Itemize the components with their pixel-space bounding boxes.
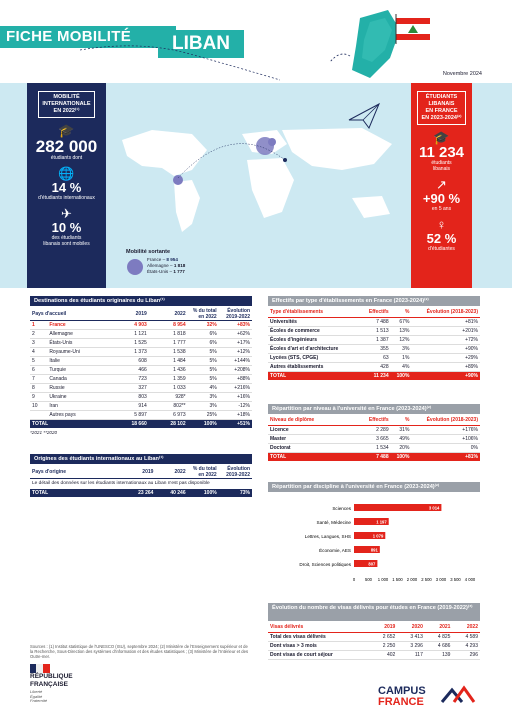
table-cell: +83% bbox=[219, 321, 252, 330]
table-cell: 4 825 bbox=[425, 632, 453, 641]
table-cell: Universités bbox=[268, 317, 361, 326]
graduation-cap-icon: 🎓 bbox=[58, 123, 75, 138]
table-row bbox=[30, 375, 252, 384]
table-cell: Ukraine bbox=[47, 393, 110, 402]
table-cell: +29% bbox=[411, 353, 480, 362]
bar-value-label: 891 bbox=[370, 547, 378, 553]
table-cell: Iran bbox=[47, 402, 110, 411]
table-cell: 2 652 bbox=[370, 632, 398, 641]
table-cell: 1 436 bbox=[149, 366, 188, 375]
table-row bbox=[268, 362, 480, 371]
table-cell: 25% bbox=[188, 411, 219, 420]
establishments-table: Type d'établissements Effectifs % Évolution (2018-2023) Universités 7 488 67% +81% Écoles de commerce 1 513 13% +201% Écoles d'ingénieurs 1 387 12% +72% Écoles d'art et d'architecture 355 3% +90% Lycées (STS, CPGE) 63 1% +29% Autres établissements 428 4% +89% TOTAL 11 234 100% +90% bbox=[270, 309, 478, 379]
table-cell: 803 bbox=[110, 393, 149, 402]
table-cell: 1 538 bbox=[149, 348, 188, 357]
discipline-title: Répartition par discipline à l'université en France (2023-2024)⁽²⁾ bbox=[268, 482, 480, 492]
table-cell: 4 bbox=[30, 348, 47, 357]
table-row bbox=[268, 326, 480, 335]
table-cell: 1 525 bbox=[110, 339, 149, 348]
table-cell: 13% bbox=[391, 326, 412, 335]
table-cell: 3% bbox=[391, 344, 412, 353]
table-cell: 914 bbox=[110, 402, 149, 411]
table-row bbox=[268, 344, 480, 353]
table-cell: 3 bbox=[30, 339, 47, 348]
france-badge: ÉTUDIANTS LIBANAIS EN FRANCE EN 2023-2024⁽²⁾ bbox=[417, 91, 465, 125]
category-label: Santé, Médecine bbox=[316, 520, 351, 525]
table-total-row: TOTAL 18 660 28 102 100% +51% bbox=[32, 421, 250, 427]
discipline-section bbox=[268, 482, 480, 492]
republique-francaise-logo: RÉPUBLIQUE FRANÇAISE Liberté Égalité Fraternité bbox=[30, 673, 73, 704]
table-cell: 1 bbox=[30, 321, 47, 330]
table-cell: 1 484 bbox=[149, 357, 188, 366]
table-cell: 8 954 bbox=[149, 321, 188, 330]
table-cell: 296 bbox=[452, 650, 480, 659]
category-label: Sciences bbox=[332, 506, 351, 511]
origins-title: Origines des étudiants internationaux au Liban⁽¹⁾ bbox=[30, 454, 252, 464]
table-row bbox=[268, 425, 480, 434]
table-cell: Autres pays bbox=[47, 411, 110, 420]
bar-value-label: 1 197 bbox=[376, 519, 387, 525]
table-cell: Canada bbox=[47, 375, 110, 384]
students-in-france: 11 234 bbox=[418, 144, 465, 161]
table-cell: 32% bbox=[188, 321, 219, 330]
category-label: Économie, AES bbox=[319, 548, 351, 553]
table-row bbox=[30, 411, 252, 420]
table-cell: 355 bbox=[361, 344, 390, 353]
table-cell: +208% bbox=[219, 366, 252, 375]
table-cell: 6% bbox=[188, 339, 219, 348]
table-row bbox=[30, 348, 252, 357]
x-tick-label: 500 bbox=[365, 577, 372, 582]
table-cell: +106% bbox=[411, 434, 480, 443]
table-row bbox=[268, 443, 480, 452]
table-cell: 3% bbox=[188, 393, 219, 402]
graduation-cap-icon: 🎓 bbox=[433, 130, 450, 145]
table-cell: +72% bbox=[411, 335, 480, 344]
table-cell: 117 bbox=[397, 650, 425, 659]
campus-france-logo-icon bbox=[440, 682, 476, 704]
female-share: 52 % bbox=[426, 231, 457, 246]
destinations-title: Destinations des étudiants originaires du Liban⁽¹⁾ bbox=[30, 296, 252, 306]
category-label: Lettres, Langues, SHS bbox=[304, 534, 351, 539]
table-cell: 4% bbox=[391, 362, 412, 371]
table-cell: 327 bbox=[110, 384, 149, 393]
growth-arrow-icon: ↗ bbox=[436, 177, 447, 192]
bar-value-label: 807 bbox=[368, 561, 376, 567]
table-cell: Dont visas > 3 mois bbox=[268, 641, 370, 650]
establishments-title: Effectifs par type d'établissements en France (2023-2024)⁽²⁾ bbox=[268, 296, 480, 306]
table-cell: Licence bbox=[268, 425, 361, 434]
mobility-legend-title: Mobilité sortante bbox=[126, 249, 171, 255]
table-cell: 1 033 bbox=[149, 384, 188, 393]
table-cell: 63 bbox=[361, 353, 390, 362]
bar-value-label: 1 079 bbox=[372, 533, 384, 539]
table-cell: +18% bbox=[219, 411, 252, 420]
plane-icon: ✈ bbox=[61, 206, 72, 221]
international-mobility-panel: MOBILITÉ INTERNATIONALE EN 2022⁽¹⁾ 🎓 282 000 étudiants dont 🌐 14 % d'étudiants internationaux ✈ 10 % des étudiants libanais sont mobiles bbox=[27, 83, 106, 288]
table-cell: 928* bbox=[149, 393, 188, 402]
table-cell: 8 bbox=[30, 384, 47, 393]
origins-table: Pays d'origine 2019 2022 % du total en 2022 Évolution 2019-2022 Le détail des données sur les étudiants internationaux au Liban n'est pas disponible TOTAL 23 264 40 246 100% 73% bbox=[32, 466, 250, 496]
table-row bbox=[30, 384, 252, 393]
table-cell: Autres établissements bbox=[268, 362, 361, 371]
x-tick-label: 0 bbox=[352, 577, 356, 582]
table-cell: Lycées (STS, CPGE) bbox=[268, 353, 361, 362]
table-cell: 6 973 bbox=[149, 411, 188, 420]
table-row bbox=[268, 632, 480, 641]
mobile-share: 10 % bbox=[51, 220, 82, 235]
table-cell: 12% bbox=[391, 335, 412, 344]
table-cell: 5% bbox=[188, 375, 219, 384]
table-cell: 466 bbox=[110, 366, 149, 375]
marianne-logo-icon bbox=[30, 664, 50, 673]
table-row bbox=[30, 339, 252, 348]
x-tick-label: 2 500 bbox=[421, 577, 432, 582]
table-cell: 10 bbox=[30, 402, 47, 411]
table-cell: +90% bbox=[411, 344, 480, 353]
table-cell: 4 589 bbox=[452, 632, 480, 641]
table-cell: 1 121 bbox=[110, 330, 149, 339]
table-cell: +12% bbox=[219, 348, 252, 357]
paper-plane-icon bbox=[345, 100, 385, 130]
discipline-bar-chart bbox=[268, 496, 480, 586]
table-cell: 1% bbox=[391, 353, 412, 362]
level-section bbox=[268, 404, 480, 461]
destinations-table: Pays d'accueil 2019 2022 % du total en 2022 Évolution 2019-2022 1 France 4 903 8 954 32% +83% 2 Allemagne 1 121 1 818 6% +62% 3 États-Unis 1 525 1 777 6% +17% 4 Royaume-Uni 1 373 1 538 5% +12% 5 Italie 608 1 484 5% +144% 6 Turquie 466 1 436 5% +208% 7 Canada 723 1 359 5% +88% 8 Russie 327 1 033 4% +216% 9 Ukraine 803 928* 3% +16% 10 Iran 914 802** 3% -12% Autres pays 5 897 6 973 25% +18% TOTAL 18 660 28 102 100% +51% bbox=[32, 308, 250, 427]
table-cell: +81% bbox=[411, 317, 480, 326]
table-cell: 1 777 bbox=[149, 339, 188, 348]
table-cell: 608 bbox=[110, 357, 149, 366]
international-share: 14 % bbox=[51, 180, 82, 195]
table-cell: Écoles d'ingénieurs bbox=[268, 335, 361, 344]
country-name: LIBAN bbox=[158, 30, 244, 58]
destinations-section bbox=[30, 296, 252, 435]
table-cell: 2 bbox=[30, 330, 47, 339]
table-cell: 5 bbox=[30, 357, 47, 366]
table-cell: 0% bbox=[411, 443, 480, 452]
x-tick-label: 3 000 bbox=[435, 577, 447, 582]
level-title: Répartition par niveau à l'université en France (2023-2024)⁽²⁾ bbox=[268, 404, 480, 414]
page-title: FICHE MOBILITÉ bbox=[0, 26, 176, 48]
table-row bbox=[268, 434, 480, 443]
table-cell: Écoles d'art et d'architecture bbox=[268, 344, 361, 353]
publication-date: Novembre 2024 bbox=[442, 71, 482, 77]
table-total-row: TOTAL 7 488 100% +81% bbox=[270, 453, 478, 460]
table-row bbox=[30, 393, 252, 402]
table-cell: 9 bbox=[30, 393, 47, 402]
table-row bbox=[268, 317, 480, 326]
table-cell: 5% bbox=[188, 357, 219, 366]
table-cell: Royaume-Uni bbox=[47, 348, 110, 357]
mobility-legend: France – 8 954 Allemagne – 1 818 États-Unis – 1 777 bbox=[147, 257, 186, 274]
lebanese-students-france-panel: ÉTUDIANTS LIBANAIS EN FRANCE EN 2023-2024⁽²⁾ 🎓 11 234 étudiants libanais ↗ +90 % en 5 ans ♀ 52 % d'étudiantes bbox=[411, 83, 472, 288]
table-row bbox=[30, 321, 252, 330]
origins-detail: Le détail des données sur les étudiants internationaux au Liban n'est pas disponible bbox=[32, 481, 210, 486]
visas-table: Visas délivrés 2019 2020 2021 2022 Total des visas délivrés 2 652 3 413 4 825 4 589 Dont visas > 3 mois 2 250 3 296 4 686 4 293 Dont visas de court séjour 402 117 139 296 bbox=[270, 624, 478, 658]
table-cell: Doctorat bbox=[268, 443, 361, 452]
lebanon-map-flag-icon bbox=[330, 0, 442, 80]
table-cell: 4 686 bbox=[425, 641, 453, 650]
table-cell: +89% bbox=[411, 362, 480, 371]
x-tick-label: 2 000 bbox=[406, 577, 418, 582]
table-total-row: TOTAL 23 264 40 246 100% 73% bbox=[32, 490, 250, 496]
table-cell: Master bbox=[268, 434, 361, 443]
table-cell: +17% bbox=[219, 339, 252, 348]
table-footnote: *2021 **2020 bbox=[30, 430, 58, 435]
table-cell: 7 488 bbox=[361, 317, 390, 326]
table-cell: +201% bbox=[411, 326, 480, 335]
table-cell: +88% bbox=[219, 375, 252, 384]
table-cell: Russie bbox=[47, 384, 110, 393]
table-cell: 3 413 bbox=[397, 632, 425, 641]
table-cell: Total des visas délivrés bbox=[268, 632, 370, 641]
table-cell: Dont visas de court séjour bbox=[268, 650, 370, 659]
table-cell: 1 534 bbox=[361, 443, 390, 452]
table-cell: 2 250 bbox=[370, 641, 398, 650]
table-cell: 1 513 bbox=[361, 326, 390, 335]
table-cell: 4 903 bbox=[110, 321, 149, 330]
table-cell: Allemagne bbox=[47, 330, 110, 339]
table-cell: 31% bbox=[391, 425, 412, 434]
table-cell: 402 bbox=[370, 650, 398, 659]
table-cell: +176% bbox=[411, 425, 480, 434]
table-cell: 5% bbox=[188, 348, 219, 357]
x-tick-label: 1 000 bbox=[377, 577, 389, 582]
x-tick-label: 3 500 bbox=[450, 577, 461, 582]
legend-circle-icon bbox=[126, 258, 144, 276]
table-cell: 49% bbox=[391, 434, 412, 443]
table-row bbox=[268, 353, 480, 362]
table-cell: 5% bbox=[188, 366, 219, 375]
table-cell: 428 bbox=[361, 362, 390, 371]
table-cell: +16% bbox=[219, 393, 252, 402]
sources-note: Sources : (1) Institut statistique de l'UNESCO (ISU), septembre 2024; (2) Ministère de l'Enseignement supérieur et de la Recherche, Sous-Direction des systèmes d'information et des études statistiques ; (3) Ministère de l'Intérieur et des Outre-mer. bbox=[30, 644, 249, 660]
students-total: 282 000 bbox=[35, 137, 98, 156]
bar-value-label: 3 014 bbox=[428, 505, 440, 511]
growth-five-years: +90 % bbox=[422, 191, 461, 206]
table-cell: 1 373 bbox=[110, 348, 149, 357]
table-cell: 3% bbox=[188, 402, 219, 411]
table-cell: +144% bbox=[219, 357, 252, 366]
table-cell: 5 897 bbox=[110, 411, 149, 420]
table-row bbox=[30, 330, 252, 339]
table-cell: 2 289 bbox=[361, 425, 390, 434]
table-total-row: TOTAL 11 234 100% +90% bbox=[270, 372, 478, 379]
table-cell: Écoles de commerce bbox=[268, 326, 361, 335]
table-cell: États-Unis bbox=[47, 339, 110, 348]
table-row bbox=[30, 402, 252, 411]
table-cell: 1 359 bbox=[149, 375, 188, 384]
table-cell: +62% bbox=[219, 330, 252, 339]
origins-section bbox=[30, 454, 252, 497]
table-cell: -12% bbox=[219, 402, 252, 411]
level-table: Niveau de diplôme Effectifs % Évolution (2018-2023) Licence 2 289 31% +176% Master 3 665 49% +106% Doctorat 1 534 20% 0% TOTAL 7 488 100% +81% bbox=[270, 417, 478, 460]
table-cell: Italie bbox=[47, 357, 110, 366]
table-row bbox=[30, 357, 252, 366]
table-cell: 4 293 bbox=[452, 641, 480, 650]
table-row bbox=[30, 366, 252, 375]
x-tick-label: 4 000 bbox=[464, 577, 476, 582]
globe-icon: 🌐 bbox=[58, 166, 75, 181]
table-cell bbox=[30, 411, 47, 420]
table-cell: 6% bbox=[188, 330, 219, 339]
x-tick-label: 1 500 bbox=[392, 577, 403, 582]
category-label: Droit, Sciences politiques bbox=[299, 562, 351, 567]
table-cell: 3 296 bbox=[397, 641, 425, 650]
table-cell: 723 bbox=[110, 375, 149, 384]
table-cell: 67% bbox=[391, 317, 412, 326]
mobility-badge: MOBILITÉ INTERNATIONALE EN 2022⁽¹⁾ bbox=[38, 91, 94, 118]
visas-title: Évolution du nombre de visas délivrés pour études en France (2019-2022)⁽³⁾ bbox=[268, 603, 480, 621]
campus-france-logo: CAMPUS FRANCE bbox=[378, 685, 426, 708]
table-cell: 139 bbox=[425, 650, 453, 659]
table-cell: 4% bbox=[188, 384, 219, 393]
table-cell: 1 387 bbox=[361, 335, 390, 344]
table-cell: 1 818 bbox=[149, 330, 188, 339]
table-row bbox=[268, 335, 480, 344]
table-cell: 6 bbox=[30, 366, 47, 375]
visas-section bbox=[268, 603, 480, 660]
table-cell: +216% bbox=[219, 384, 252, 393]
table-row bbox=[268, 650, 480, 659]
establishments-section bbox=[268, 296, 480, 380]
table-cell: 7 bbox=[30, 375, 47, 384]
table-row bbox=[268, 641, 480, 650]
table-cell: 802** bbox=[149, 402, 188, 411]
world-map bbox=[112, 120, 408, 240]
female-icon: ♀ bbox=[436, 217, 447, 232]
table-cell: Turquie bbox=[47, 366, 110, 375]
table-cell: 20% bbox=[391, 443, 412, 452]
table-cell: 3 665 bbox=[361, 434, 390, 443]
table-cell: France bbox=[47, 321, 110, 330]
